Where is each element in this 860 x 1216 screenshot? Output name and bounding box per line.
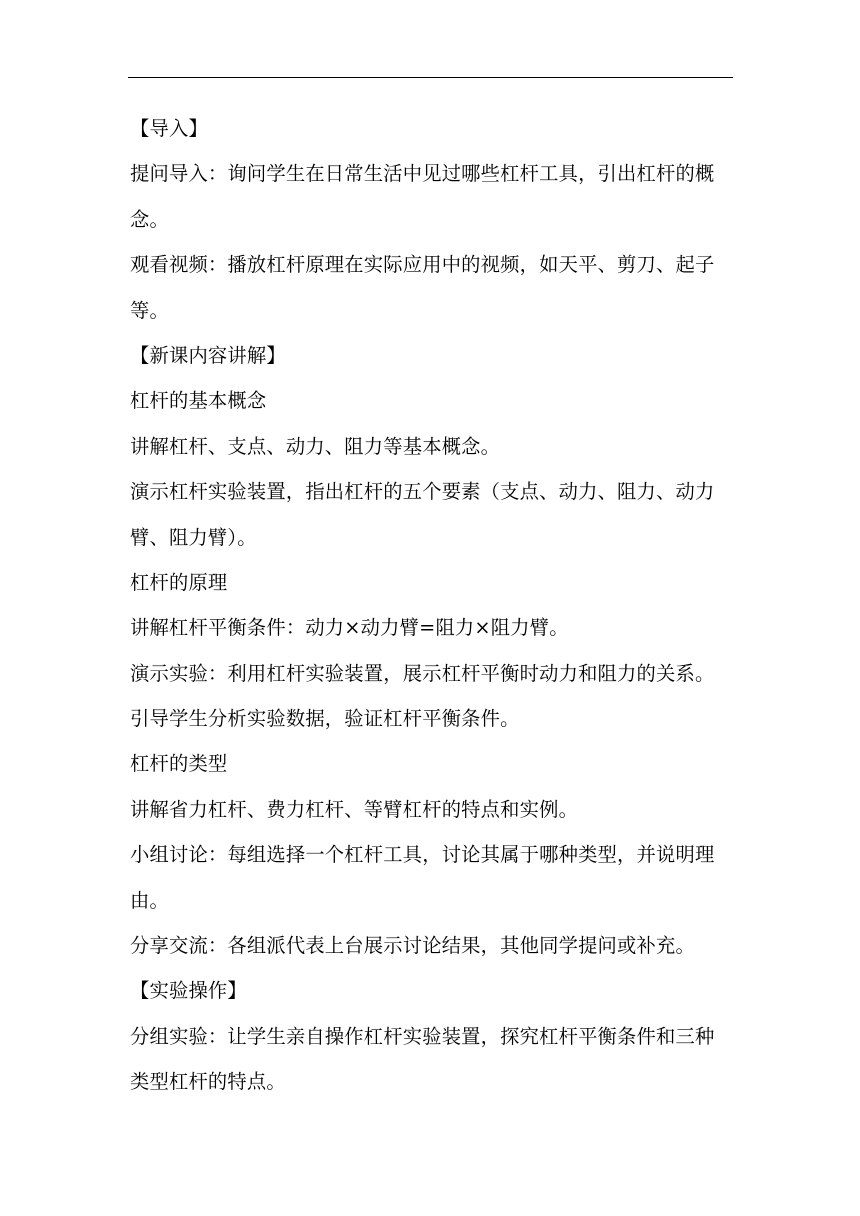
paragraph-line: 念。 bbox=[130, 207, 169, 231]
paragraph-line: 观看视频：播放杠杆原理在实际应用中的视频，如天平、剪刀、起子 bbox=[130, 253, 715, 277]
paragraph-line: 臂、阻力臂）。 bbox=[130, 525, 257, 549]
paragraph-line: 讲解省力杠杆、费力杠杆、等臂杠杆的特点和实例。 bbox=[130, 797, 579, 821]
paragraph-line: 讲解杠杆平衡条件：动力×动力臂=阻力×阻力臂。 bbox=[130, 616, 569, 640]
subheading-types: 杠杆的类型 bbox=[130, 752, 228, 776]
paragraph-line: 由。 bbox=[130, 888, 169, 912]
paragraph-line: 提问导入：询问学生在日常生活中见过哪些杠杆工具，引出杠杆的概 bbox=[130, 162, 715, 186]
paragraph-line: 分组实验：让学生亲自操作杠杆实验装置，探究杠杆平衡条件和三种 bbox=[130, 1024, 715, 1048]
document-body bbox=[130, 106, 736, 1105]
subheading-basic-concept: 杠杆的基本概念 bbox=[130, 389, 267, 413]
paragraph-line: 类型杠杆的特点。 bbox=[130, 1070, 286, 1094]
section-heading-experiment: 【实验操作】 bbox=[130, 979, 247, 1003]
paragraph-line: 演示实验：利用杠杆实验装置，展示杠杆平衡时动力和阻力的关系。 bbox=[130, 661, 715, 685]
section-heading-intro: 【导入】 bbox=[130, 117, 208, 140]
paragraph-line: 分享交流：各组派代表上台展示讨论结果，其他同学提问或补充。 bbox=[130, 934, 695, 958]
paragraph-line: 引导学生分析实验数据，验证杠杆平衡条件。 bbox=[130, 707, 520, 731]
paragraph-line: 演示杠杆实验装置，指出杠杆的五个要素（支点、动力、阻力、动力 bbox=[130, 480, 715, 504]
header-rule bbox=[128, 77, 733, 78]
subheading-principle: 杠杆的原理 bbox=[130, 570, 228, 594]
paragraph-line: 讲解杠杆、支点、动力、阻力等基本概念。 bbox=[130, 434, 501, 458]
section-heading-new-lesson: 【新课内容讲解】 bbox=[130, 343, 286, 367]
paragraph-line: 等。 bbox=[130, 298, 169, 322]
paragraph-line: 小组讨论：每组选择一个杠杆工具，讨论其属于哪种类型，并说明理 bbox=[130, 843, 715, 867]
